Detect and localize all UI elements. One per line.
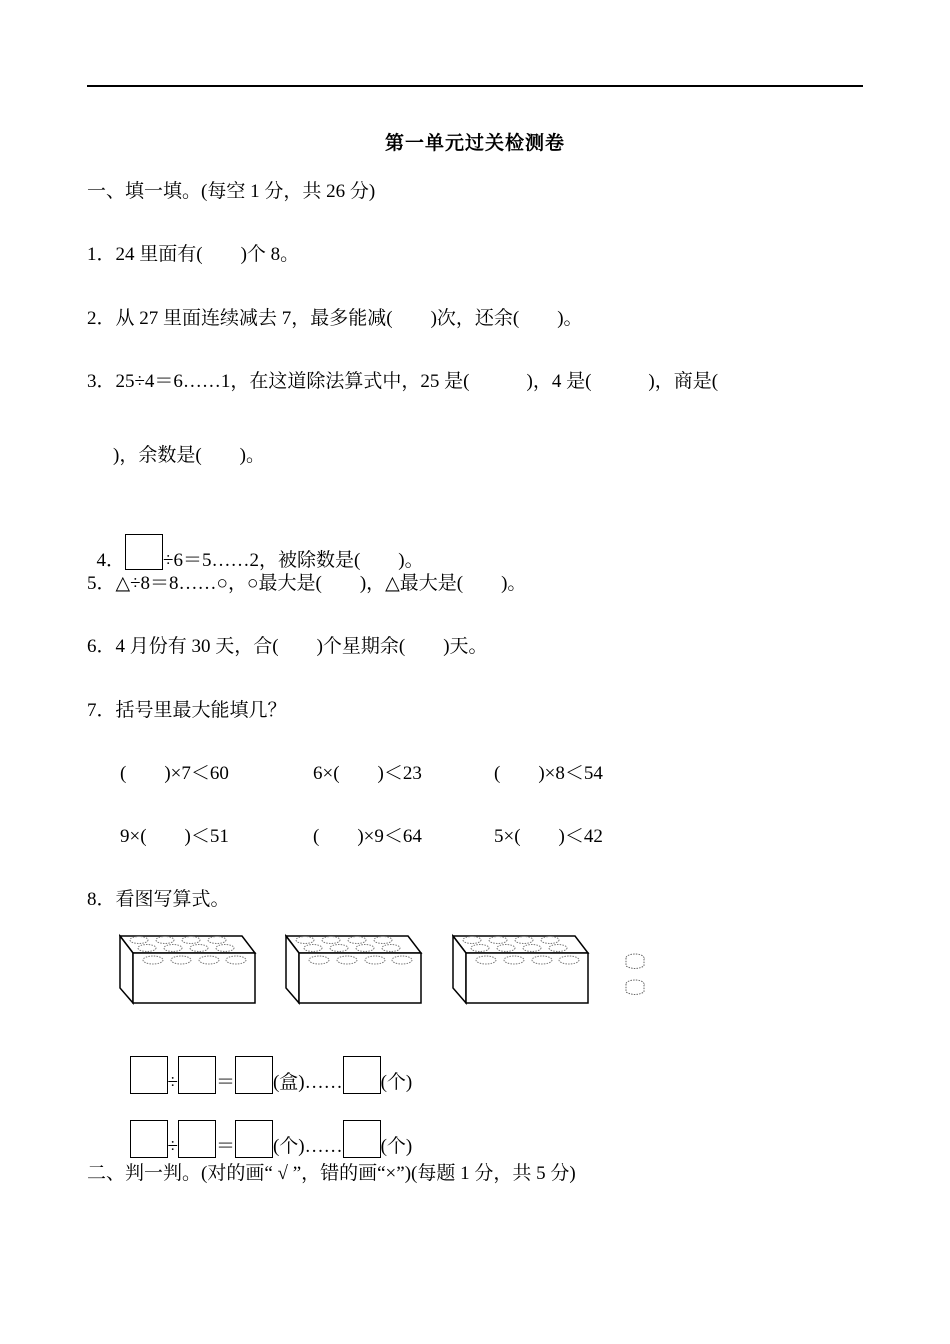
- unit-label: (个): [380, 1072, 413, 1093]
- cake-box-icon: [452, 933, 592, 1005]
- q7-item-6: 5×( )＜42: [494, 826, 603, 847]
- cake-box-icon: [119, 933, 259, 1005]
- question-3-line-2: )，余数是( )。: [113, 445, 265, 466]
- answer-box[interactable]: [235, 1056, 273, 1094]
- q7-item-3: ( )×8＜54: [494, 763, 603, 784]
- question-4: [87, 510, 424, 573]
- q7-item-4: 9×( )＜51: [120, 826, 229, 847]
- answer-box[interactable]: [343, 1120, 381, 1158]
- q7-item-2: 6×( )＜23: [313, 763, 422, 784]
- question-6: 6．4 月份有 30 天，合( )个星期余( )天。: [87, 636, 488, 657]
- unit-label: (个)……: [272, 1136, 343, 1157]
- question-4-text: ÷6＝5……2，被除数是( )。: [163, 550, 424, 571]
- division-sign: ÷: [167, 1072, 178, 1093]
- answer-box[interactable]: [178, 1056, 216, 1094]
- unit-label: (盒)……: [272, 1072, 343, 1093]
- cake-icon: [626, 954, 644, 969]
- division-sign: ÷: [167, 1136, 178, 1157]
- question-2: 2．从 27 里面连续减去 7，最多能减( )次，还余( )。: [87, 308, 583, 329]
- equals-sign: ＝: [215, 1072, 235, 1093]
- q8-equation-1: [120, 1032, 412, 1095]
- q7-item-5: ( )×9＜64: [313, 826, 422, 847]
- question-8-prompt: 8．看图写算式。: [87, 889, 230, 910]
- header-rule: [87, 85, 863, 87]
- page-title: 第一单元过关检测卷: [384, 133, 565, 154]
- question-1: 1．24 里面有( )个 8。: [87, 244, 300, 265]
- answer-box[interactable]: [178, 1120, 216, 1158]
- q7-item-1: ( )×7＜60: [120, 763, 229, 784]
- answer-box[interactable]: [235, 1120, 273, 1158]
- equals-sign: ＝: [215, 1136, 235, 1157]
- answer-box[interactable]: [130, 1120, 168, 1158]
- cake-box-icon: [285, 933, 425, 1005]
- question-5: 5．△÷8＝8……○，○最大是( )，△最大是( )。: [87, 573, 527, 594]
- answer-box[interactable]: [130, 1056, 168, 1094]
- question-4-number: 4．: [96, 550, 126, 571]
- loose-cakes: [622, 952, 648, 1000]
- question-3-line-1: 3．25÷4＝6……1，在这道除法算式中，25 是( )，4 是( )，商是(: [87, 371, 719, 392]
- question-7-prompt: 7．括号里最大能填几？: [87, 700, 287, 721]
- section-1-heading: 一、填一填。(每空 1 分，共 26 分): [87, 181, 376, 202]
- answer-box[interactable]: [125, 534, 163, 570]
- q8-equation-2: [120, 1096, 412, 1159]
- answer-box[interactable]: [343, 1056, 381, 1094]
- unit-label: (个): [380, 1136, 413, 1157]
- section-2-heading: 二、判一判。(对的画“ √ ”，错的画“×”)(每题 1 分，共 5 分): [87, 1163, 576, 1184]
- cake-icon: [626, 980, 644, 995]
